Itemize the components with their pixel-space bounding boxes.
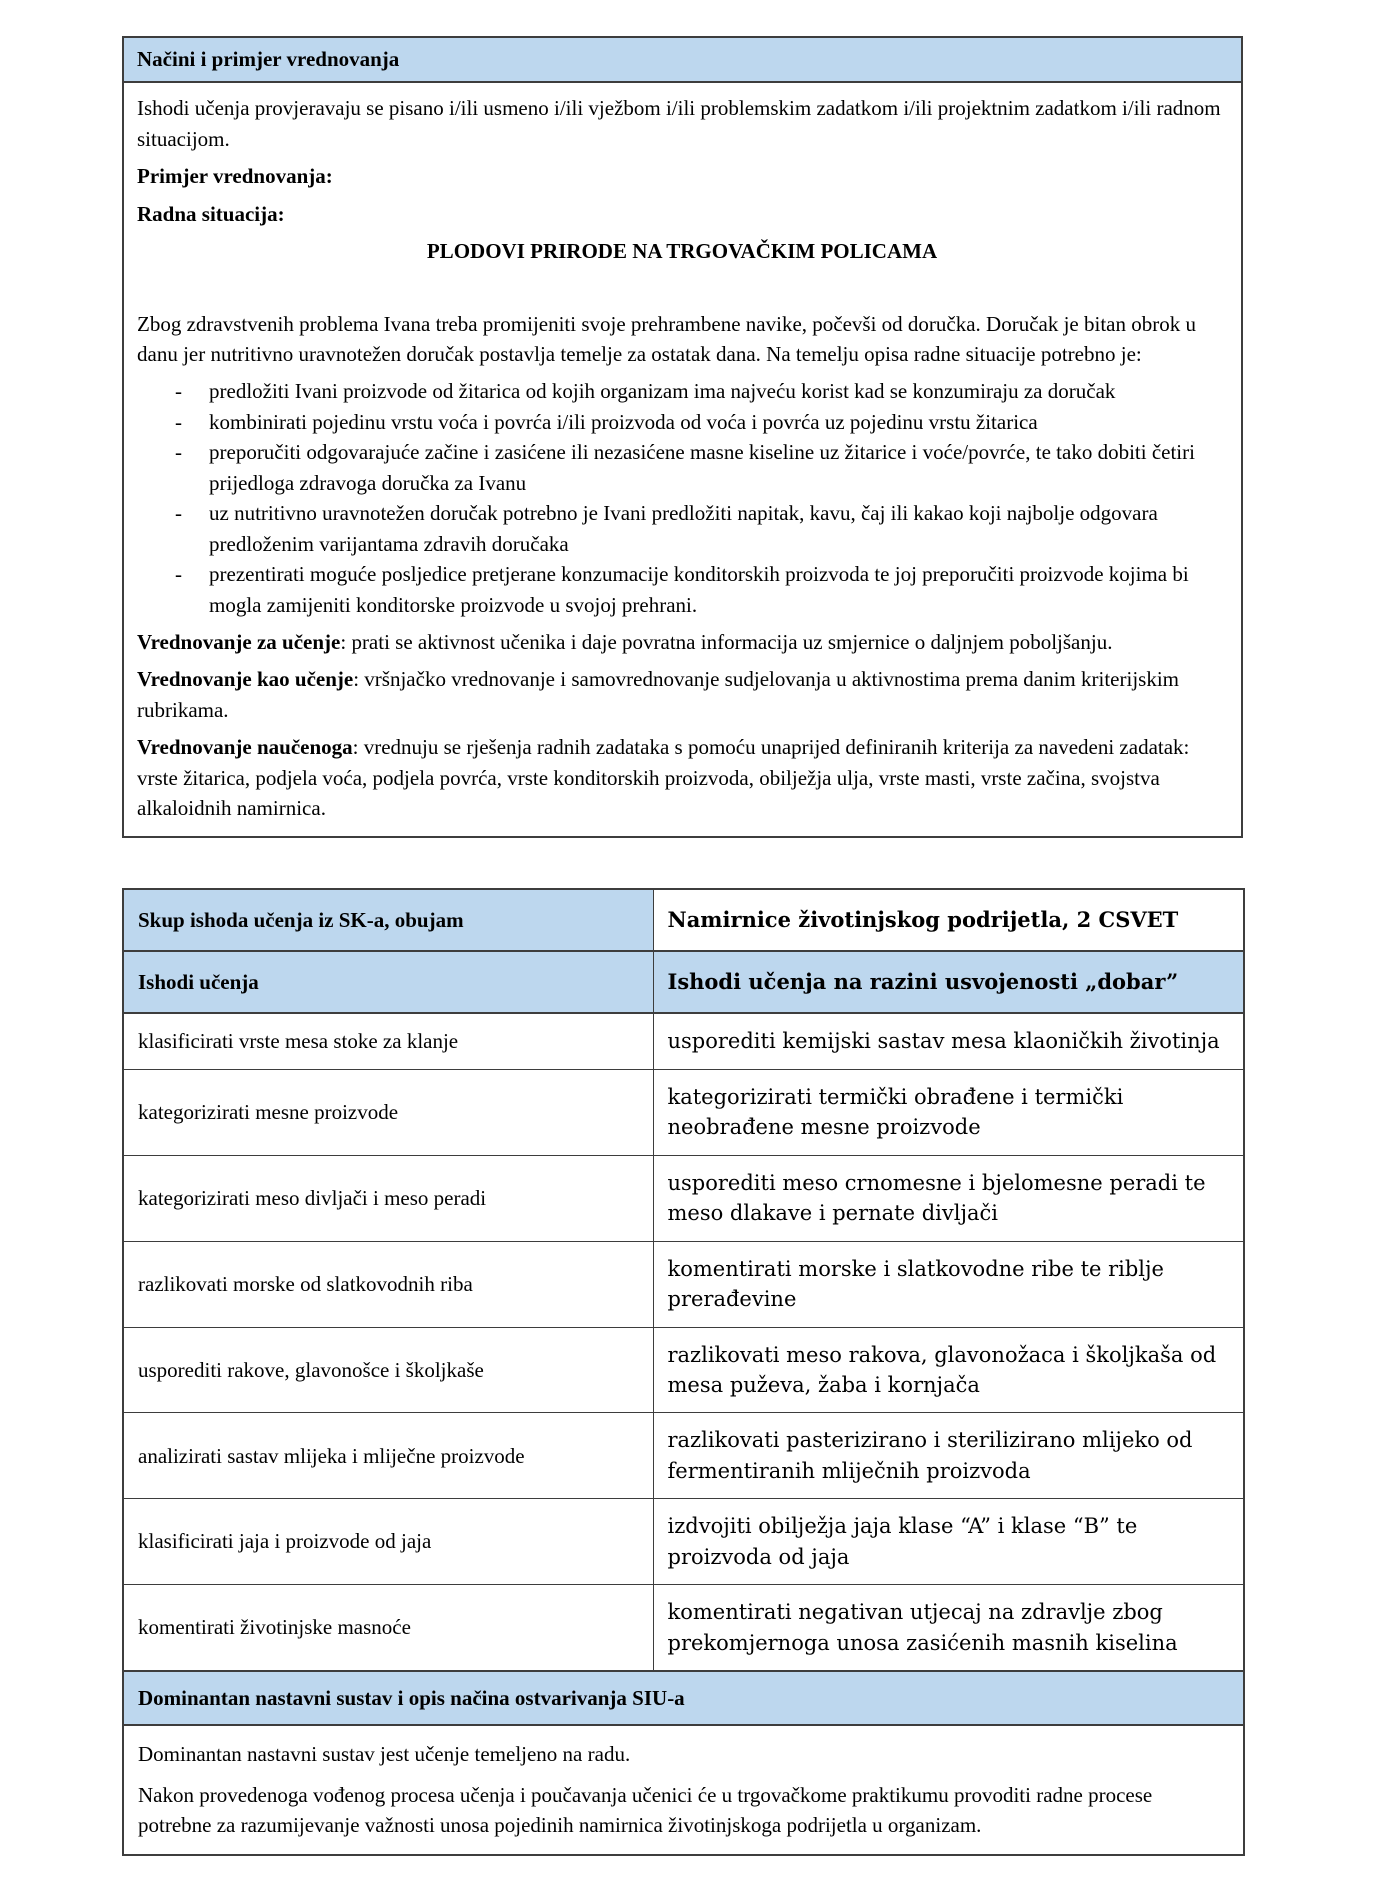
task-item: [137, 498, 1227, 559]
outcomes-table: [122, 888, 1245, 1856]
evaluation-table: [122, 36, 1243, 838]
outcome-cell-right: usporediti kemijski sastav mesa klaoničkih životinja: [653, 1013, 1244, 1069]
evaluation-example-label: Primjer vrednovanja:: [137, 164, 333, 189]
outcome-cell-left: klasificirati vrste mesa stoke za klanje: [123, 1013, 653, 1069]
evaluation-as-learning: [137, 664, 1227, 725]
outcome-cell-right: izdvojiti obilježja jaja klase “A” i klase “B” te proizvoda od jaja: [653, 1499, 1244, 1585]
evaluation-table-header: Načini i primjer vrednovanja: [124, 38, 1241, 83]
dominant-system-body: [123, 1725, 1244, 1854]
evaluation-as-learning-text: : vršnjačko vrednovanje i samovrednovanje sudjelovanja u aktivnostima prema danim kriterijskim rubrikama.: [137, 667, 1180, 722]
evaluation-for-learning-text: : prati se aktivnost učenika i daje povratna informacija uz smjernice o daljnjem poboljšanju.: [340, 629, 1113, 654]
evaluation-of-learned-label: Vrednovanje naučenoga: [137, 735, 353, 760]
dominant-system-header: Dominantan nastavni sustav i opis načina ostvarivanja SIU-a: [123, 1671, 1244, 1725]
task-item: [137, 559, 1227, 620]
task-item: [137, 407, 1227, 437]
outcome-cell-left: klasificirati jaja i proizvode od jaja: [123, 1499, 653, 1585]
task-item-text: kombinirati pojedinu vrstu voća i povrća i/ili proizvoda od voća i povrća uz pojedinu vrstu žitarica: [209, 409, 1038, 434]
outcomes-col1-header: Ishodi učenja: [123, 951, 653, 1013]
scenario-paragraph: Zbog zdravstvenih problema Ivana treba promijeniti svoje prehrambene navike, počevši od doručka. Doručak je bitan obrok u danu jer nutritivno uravnotežen doručak postavlja temelje za ostatak dana. Na temelju opisa radne situacije potrebno je:: [137, 311, 1196, 367]
dominant-system-header-row: [123, 1671, 1244, 1725]
evaluation-table-body: [124, 83, 1241, 835]
dominant-system-p2: Nakon provedenoga vođenog procesa učenja i poučavanja učenici će u trgovačkome praktikumu provoditi radne procese potrebne za razumijevanje važnosti unosa pojedinih namirnica životinjskoga podrijetla u organizam.: [138, 1782, 1153, 1838]
outcome-row: [123, 1413, 1244, 1499]
outcome-row: [123, 1069, 1244, 1155]
outcome-row: [123, 1327, 1244, 1413]
outcome-cell-left: kategorizirati mesne proizvode: [123, 1069, 653, 1155]
dominant-system-body-row: [123, 1725, 1244, 1854]
evaluation-for-learning: [137, 627, 1227, 657]
outcome-cell-left: kategorizirati meso divljači i meso peradi: [123, 1155, 653, 1241]
dash-marker: -: [175, 440, 182, 465]
evaluation-of-learned: [137, 732, 1227, 823]
task-item-text: predložiti Ivani proizvode od žitarica od kojih organizam ima najveću korist kad se konzumiraju za doručak: [209, 379, 1116, 404]
outcome-row: [123, 1241, 1244, 1327]
outcome-row: [123, 1013, 1244, 1069]
dominant-system-p1: Dominantan nastavni sustav jest učenje temeljeno na radu.: [138, 1742, 631, 1767]
dash-marker: -: [175, 501, 182, 526]
outcome-row: [123, 1585, 1244, 1671]
outcomes-set-label: Skup ishoda učenja iz SK-a, obujam: [123, 889, 653, 951]
outcome-cell-left: razlikovati morske od slatkovodnih riba: [123, 1241, 653, 1327]
outcome-cell-right: komentirati negativan utjecaj na zdravlje zbog prekomjernoga unosa zasićenih masnih kiselina: [653, 1585, 1244, 1671]
outcome-cell-right: razlikovati pasterizirano i sterilizirano mlijeko od fermentiranih mliječnih proizvoda: [653, 1413, 1244, 1499]
task-item: [137, 437, 1227, 498]
outcomes-col2-header: Ishodi učenja na razini usvojenosti „dobar”: [653, 951, 1244, 1013]
outcome-cell-right: kategorizirati termički obrađene i termički neobrađene mesne proizvode: [653, 1069, 1244, 1155]
outcome-row: [123, 1155, 1244, 1241]
task-item-text: prezentirati moguće posljedice pretjerane konzumacije konditorskih proizvoda te joj preporučiti proizvode kojima bi mogla zamijeniti konditorske proizvode u svojoj prehrani.: [209, 562, 1189, 617]
outcome-cell-right: komentirati morske i slatkovodne ribe te riblje prerađevine: [653, 1241, 1244, 1327]
evaluation-intro: Ishodi učenja provjeravaju se pisano i/ili usmeno i/ili vježbom i/ili problemskim zadatkom i/ili projektnim zadatkom i/ili radnom situacijom.: [137, 96, 1221, 151]
evaluation-for-learning-label: Vrednovanje za učenje: [137, 629, 341, 654]
task-list: [137, 376, 1227, 620]
task-item: [137, 376, 1227, 406]
outcome-cell-left: komentirati životinjske masnoće: [123, 1585, 653, 1671]
outcomes-set-value: Namirnice životinjskog podrijetla, 2 CSVET: [653, 889, 1244, 951]
evaluation-of-learned-text: : vrednuju se rješenja radnih zadataka s pomoću unaprijed definiranih kriterija za navedeni zadatak: vrste žitarica, podjela voća, podjela povrća, vrste konditorskih proizvoda, obilježja ulja, vrste masti, vrste začina, svojstva alkaloidnih namirnica.: [137, 735, 1190, 821]
dash-marker: -: [175, 562, 182, 587]
work-situation-label: Radna situacija:: [137, 201, 285, 226]
evaluation-as-learning-label: Vrednovanje kao učenje: [137, 667, 354, 692]
outcomes-set-row: [123, 889, 1244, 951]
outcomes-column-header-row: [123, 951, 1244, 1013]
work-situation-title: PLODOVI PRIRODE NA TRGOVAČKIM POLICAMA: [426, 239, 938, 264]
outcome-cell-left: usporediti rakove, glavonošce i školjkaše: [123, 1327, 653, 1413]
outcome-cell-right: usporediti meso crnomesne i bjelomesne peradi te meso dlakave i pernate divljači: [653, 1155, 1244, 1241]
outcome-cell-right: razlikovati meso rakova, glavonožaca i školjkaša od mesa puževa, žaba i kornjača: [653, 1327, 1244, 1413]
task-item-text: uz nutritivno uravnotežen doručak potrebno je Ivani predložiti napitak, kavu, čaj ili kakao koji najbolje odgovara predloženim varijantama zdravih doručaka: [209, 501, 1158, 556]
outcome-cell-left: analizirati sastav mlijeka i mliječne proizvode: [123, 1413, 653, 1499]
task-item-text: preporučiti odgovarajuće začine i zasićene ili nezasićene masne kiseline uz žitarice i voće/povrće, te tako dobiti četiri prijedloga zdravoga doručka za Ivanu: [209, 440, 1195, 495]
dash-marker: -: [175, 409, 182, 434]
dash-marker: -: [175, 379, 182, 404]
outcome-row: [123, 1499, 1244, 1585]
